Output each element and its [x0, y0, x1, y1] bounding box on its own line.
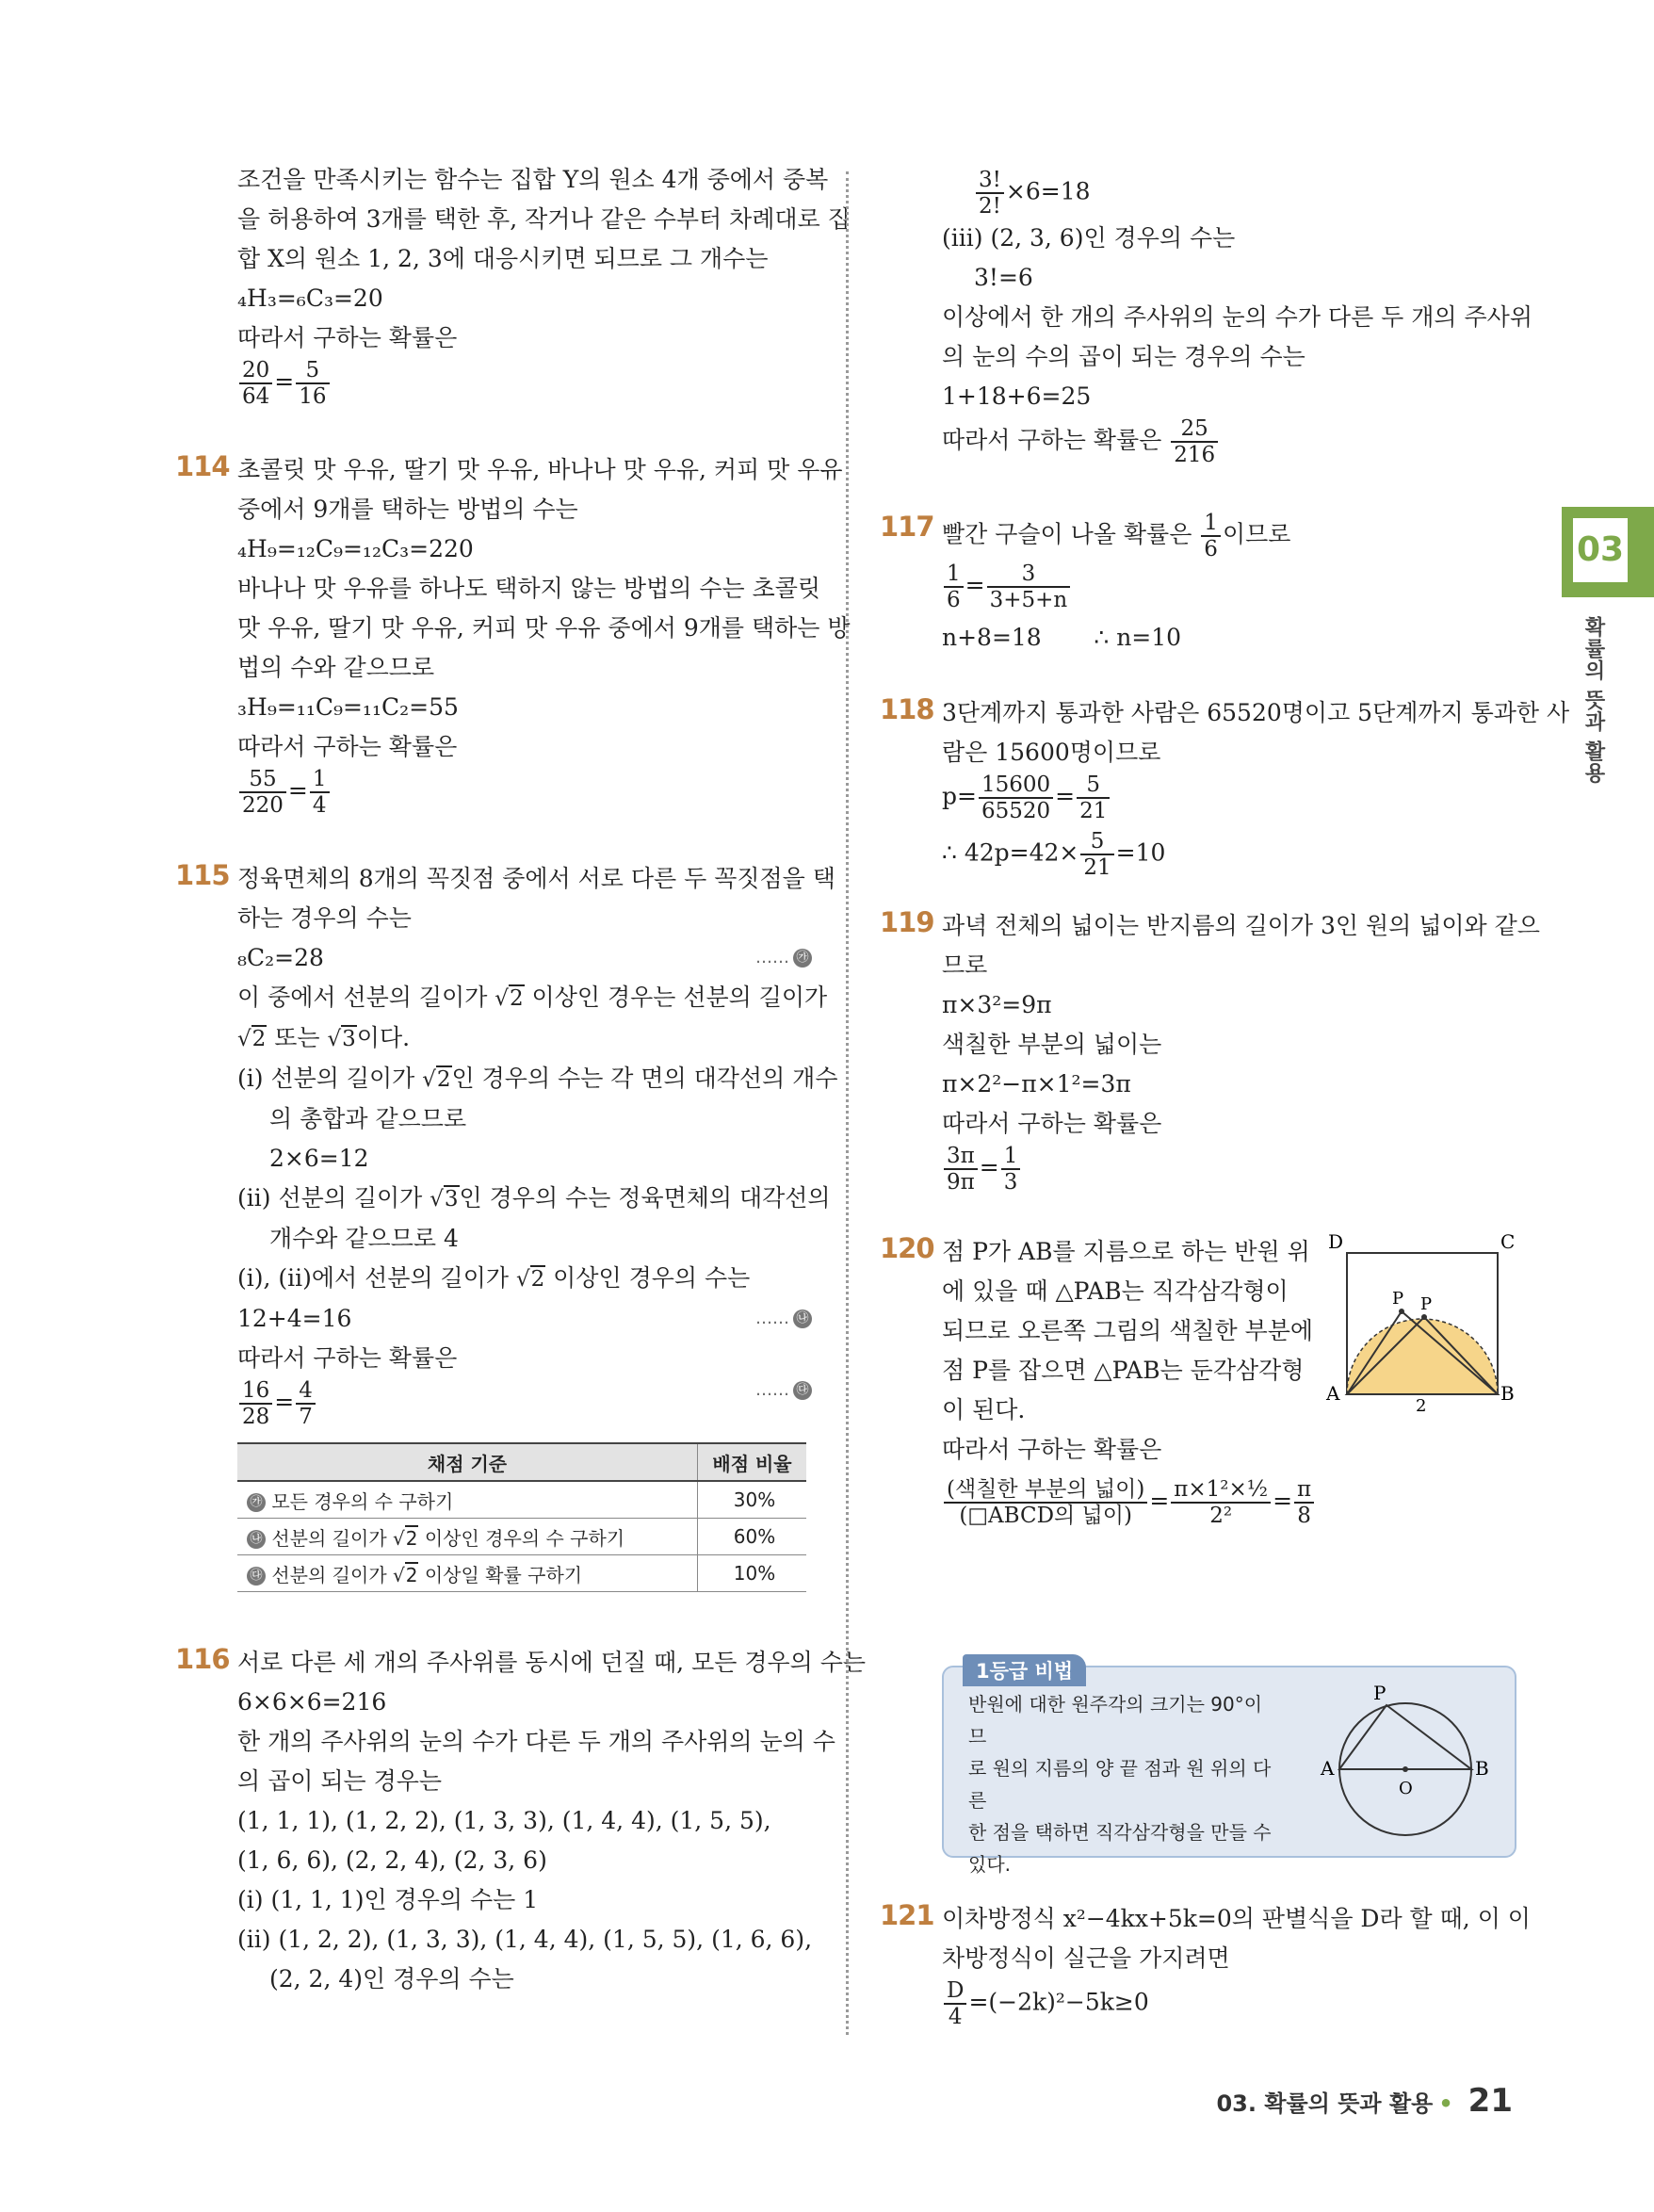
formula: ₈C₂=28 …… ㉮	[237, 938, 812, 978]
problem-116	[175, 1643, 867, 1999]
point-p	[1399, 1309, 1404, 1314]
scoring-table	[237, 1442, 806, 1592]
problem-number: 120	[880, 1232, 934, 1264]
text-line: 따라서 구하는 확률은	[237, 324, 458, 351]
formula: 3!=6	[974, 264, 1033, 291]
text-line: 따라서 구하는 확률은	[237, 1344, 458, 1372]
square-semicircle-figure	[1319, 1234, 1516, 1413]
table-header: 배점 비율	[698, 1443, 807, 1481]
text-line: 따라서 구하는 확률은	[237, 733, 458, 760]
chapter-tab	[1562, 507, 1654, 597]
text-line: (ⅱ) (1, 2, 2), (1, 3, 3), (1, 4, 4), (1, 5, 5), (1, 6, 6),	[237, 1926, 813, 1953]
text-line: 이 된다.	[942, 1396, 1026, 1423]
inscribed-triangle	[1339, 1705, 1471, 1769]
problem-number: 115	[175, 859, 230, 891]
formula: π×3²=9π	[942, 991, 1052, 1018]
problem-number: 119	[880, 906, 934, 938]
table-row: ㉰ 선분의 길이가 √2 이상일 확률 구하기 10%	[237, 1555, 806, 1592]
text-line: 초콜릿 맛 우유, 딸기 맛 우유, 바나나 맛 우유, 커피 맛 우유	[237, 456, 843, 483]
formula-line: $\frac{20}{64}$ = $\frac{5}{16}$	[237, 358, 812, 415]
formula: ₃H₉=₁₁C₉=₁₁C₂=55	[237, 693, 459, 721]
label-p: P	[1392, 1289, 1404, 1309]
fraction: $\frac{16}{28}$	[239, 1378, 272, 1429]
text-line: 빨간 구슬이 나올 확률은 $\frac{1}{6}$ 이므로	[942, 511, 1291, 561]
formula-line: $\frac{D}{4}$ =(−2k)²−5k≥0	[942, 1978, 1516, 2035]
problem-number: 121	[880, 1899, 934, 1931]
fraction: $\frac{5}{16}$	[296, 358, 329, 409]
text-line: 개수와 같으므로 4	[269, 1225, 459, 1252]
text-line: (2, 2, 4)인 경우의 수는	[269, 1965, 514, 1992]
column-divider	[846, 171, 849, 2035]
problem-119	[880, 906, 1540, 1200]
text-line: 서로 다른 세 개의 주사위를 동시에 던질 때, 모든 경우의 수는	[237, 1649, 867, 1676]
formula-line: $\frac{3!}{2!}$ ×6=18	[942, 168, 1516, 219]
problem-117	[880, 511, 1516, 658]
fraction: $\frac{1}{4}$	[310, 767, 330, 818]
formula: 6×6×6=216	[237, 1688, 387, 1716]
text-line: (ⅲ) (2, 3, 6)인 경우의 수는	[942, 224, 1236, 252]
text-line: 점 P를 잡으면 △PAB는 둔각삼각형	[942, 1357, 1305, 1384]
text-line: 이상에서 한 개의 주사위의 눈의 수가 다른 두 개의 주사위	[942, 303, 1532, 331]
formula-line: 따라서 구하는 확률은 $\frac{25}{216}$	[942, 416, 1516, 473]
text-line: 로 원의 지름의 양 끝 점과 원 위의 다른	[968, 1757, 1272, 1812]
text-line: (ⅱ) 선분의 길이가 √3인 경우의 수는 정육면체의 대각선의	[237, 1184, 831, 1212]
text-line: 정육면체의 8개의 꼭짓점 중에서 서로 다른 두 꼭짓점을 택	[237, 865, 835, 892]
text-line: 점 P가 AB를 지름으로 하는 반원 위	[942, 1238, 1310, 1265]
text-line: (1, 6, 6), (2, 2, 4), (2, 3, 6)	[237, 1846, 547, 1874]
formula: 12+4=16 …… ㉯	[237, 1299, 812, 1339]
label-p: P	[1373, 1682, 1386, 1704]
text-line: 을 허용하여 3개를 택한 후, 작거나 같은 수부터 차례대로 집	[237, 205, 851, 233]
text-line: 되므로 오른쪽 그림의 색칠한 부분에	[942, 1317, 1314, 1344]
fraction: $\frac{1}{3}$	[1001, 1144, 1021, 1195]
formula-line: $\frac{1}{6}$ = $\frac{3}{3+5+n}$	[942, 561, 1516, 618]
left-column	[175, 160, 867, 1999]
formula-line: $\frac{16}{28}$ = $\frac{4}{7}$ …… ㉰	[237, 1378, 812, 1435]
text-line: √2 또는 √3이다.	[237, 1024, 411, 1051]
center-point	[1403, 1766, 1408, 1772]
formula-line: $\frac{\text{(색칠한 부분의 넓이)}}{\text{(□ABCD의 넓이)}}$ = $\frac{\text{π×1²×½}}{\text{2²}}$ = $\frac{\pi}{8}$	[942, 1477, 1516, 1537]
label-a: A	[1326, 1382, 1340, 1405]
text-line: 맛 우유, 딸기 맛 우유, 커피 맛 우유 중에서 9개를 택하는 방	[237, 614, 851, 642]
text-line: 중에서 9개를 택하는 방법의 수는	[237, 496, 578, 523]
text-line: 의 곱이 되는 경우는	[237, 1767, 443, 1795]
text-line: 의 눈의 수의 곱이 되는 경우의 수는	[942, 343, 1305, 370]
label-d: D	[1328, 1234, 1344, 1253]
label-length: 2	[1416, 1396, 1427, 1413]
tip-box	[942, 1660, 1516, 1876]
label-c: C	[1500, 1234, 1516, 1253]
label-p: P	[1420, 1294, 1433, 1314]
label-b: B	[1475, 1757, 1489, 1780]
text-line: 이차방정식 x²−4kx+5k=0의 판별식을 D라 할 때, 이 이	[942, 1905, 1531, 1932]
text-line: 3단계까지 통과한 사람은 65520명이고 5단계까지 통과한 사	[942, 699, 1570, 726]
formula: 2×6=12	[269, 1145, 369, 1172]
text-line: (ⅰ) (1, 1, 1)인 경우의 수는 1	[237, 1886, 539, 1913]
formula-line: ∴ 42p=42× $\frac{5}{21}$ =10	[942, 829, 1166, 880]
label-a: A	[1321, 1757, 1335, 1780]
fraction: $\frac{3!}{2!}$	[976, 168, 1004, 219]
text-line: 한 개의 주사위의 눈의 수가 다른 두 개의 주사위의 눈의 수	[237, 1728, 835, 1755]
table-header: 채점 기준	[237, 1443, 698, 1481]
point-p	[1421, 1314, 1427, 1320]
chapter-number: 03	[1569, 514, 1631, 586]
formula-line: p= $\frac{15600}{65520}$ = $\frac{5}{21}$	[942, 773, 1516, 829]
problem-121	[880, 1899, 1531, 2035]
text-line: 있다.	[968, 1853, 1011, 1876]
problem-number: 117	[880, 511, 934, 543]
fraction: $\frac{\pi}{8}$	[1294, 1477, 1314, 1528]
text-line: 므로	[942, 951, 988, 979]
text-line: 따라서 구하는 확률은	[942, 1110, 1162, 1137]
fraction: $\frac{25}{216}$	[1171, 416, 1218, 467]
text-line: 합 X의 원소 1, 2, 3에 대응시키면 되므로 그 개수는	[237, 245, 769, 272]
right-column	[880, 168, 1570, 1537]
label-o: O	[1399, 1779, 1413, 1798]
formula: ₄H₉=₁₂C₉=₁₂C₃=220	[237, 535, 474, 562]
problem-number: 114	[175, 450, 230, 482]
problem-number: 118	[880, 693, 934, 725]
fraction: $\frac{15600}{65520}$	[979, 773, 1053, 823]
text-line: (ⅰ) 선분의 길이가 √2인 경우의 수는 각 면의 대각선의 개수	[237, 1065, 838, 1092]
chapter-label: 확률의 뜻과 활용	[1581, 616, 1605, 785]
fraction: $\frac{3\pi}{9\pi}$	[944, 1144, 978, 1195]
formula: n+8=18 ∴ n=10	[942, 624, 1182, 651]
table-row: ㉯ 선분의 길이가 √2 이상인 경우의 수 구하기 60%	[237, 1519, 806, 1555]
text-line: 법의 수와 같으므로	[237, 654, 435, 681]
text-line: 차방정식이 실근을 가지려면	[942, 1944, 1230, 1972]
problem-115	[175, 859, 838, 1592]
fraction: $\frac{5}{21}$	[1077, 773, 1110, 823]
footer-chapter: 03. 확률의 뜻과 활용	[1216, 2090, 1434, 2117]
fraction: $\frac{5}{21}$	[1080, 829, 1113, 880]
circle-figure	[1311, 1677, 1500, 1846]
problem-number: 116	[175, 1643, 230, 1675]
text-line: 따라서 구하는 확률은	[942, 1436, 1162, 1463]
fraction: $\frac{\text{π×1²×½}}{\text{2²}}$	[1171, 1477, 1271, 1528]
text-line: 반원에 대한 원주각의 크기는 90°이므	[968, 1693, 1263, 1748]
text-line: (1, 1, 1), (1, 2, 2), (1, 3, 3), (1, 4, 4), (1, 5, 5),	[237, 1807, 771, 1834]
formula-line: $\frac{3\pi}{9\pi}$ = $\frac{1}{3}$	[942, 1144, 1516, 1200]
text-line: 하는 경우의 수는	[237, 904, 412, 932]
label-b: B	[1500, 1382, 1515, 1405]
page-number: 21	[1468, 2082, 1513, 2120]
text-line: 에 있을 때 △PAB는 직각삼각형이	[942, 1277, 1289, 1305]
fraction: $\frac{1}{6}$	[1201, 511, 1221, 561]
page-footer	[1216, 2082, 1513, 2120]
formula: π×2²−π×1²=3π	[942, 1070, 1131, 1098]
fraction: $\frac{20}{64}$	[239, 358, 272, 409]
tip-tag: 1등급 비법	[963, 1654, 1086, 1686]
text-line: 색칠한 부분의 넓이는	[942, 1031, 1162, 1058]
fraction: $\frac{4}{7}$	[296, 1378, 316, 1429]
formula: ₄H₃=₆C₃=20	[237, 285, 383, 312]
fraction: $\frac{1}{6}$	[944, 561, 964, 612]
fraction: $\frac{D}{4}$	[944, 1978, 966, 2029]
text-line: 이 중에서 선분의 길이가 √2 이상인 경우는 선분의 길이가	[237, 984, 828, 1011]
text-line: 바나나 맛 우유를 하나도 택하지 않는 방법의 수는 초콜릿	[237, 575, 821, 602]
formula: 1+18+6=25	[942, 382, 1092, 410]
text-line: 조건을 만족시키는 함수는 집합 Y의 원소 4개 중에서 중복	[237, 166, 829, 193]
right-column-bottom	[880, 1899, 1531, 2035]
footer-dot: •	[1438, 2090, 1453, 2117]
problem-120	[880, 1232, 1516, 1537]
formula-line: $\frac{55}{220}$ = $\frac{1}{4}$	[237, 767, 812, 823]
fraction: $\frac{\text{(색칠한 부분의 넓이)}}{\text{(□ABCD의 넓이)}}$	[944, 1477, 1147, 1528]
fraction: $\frac{55}{220}$	[239, 767, 286, 818]
text-line: (ⅰ), (ⅱ)에서 선분의 길이가 √2 이상인 경우의 수는	[237, 1264, 751, 1292]
problem-114	[175, 450, 851, 823]
text-line: 과녁 전체의 넓이는 반지름의 길이가 3인 원의 넓이와 같으	[942, 912, 1540, 939]
text-line: 의 총합과 같으므로	[269, 1105, 467, 1132]
text-line: 람은 15600명이므로	[942, 739, 1161, 766]
tip-text	[968, 1688, 1279, 1880]
fraction: $\frac{3}{3+5+n}$	[987, 561, 1071, 612]
table-row: ㉮ 모든 경우의 수 구하기 30%	[237, 1481, 806, 1519]
text-line: 한 점을 택하면 직각삼각형을 만들 수	[968, 1821, 1272, 1844]
problem-118	[880, 693, 1570, 886]
